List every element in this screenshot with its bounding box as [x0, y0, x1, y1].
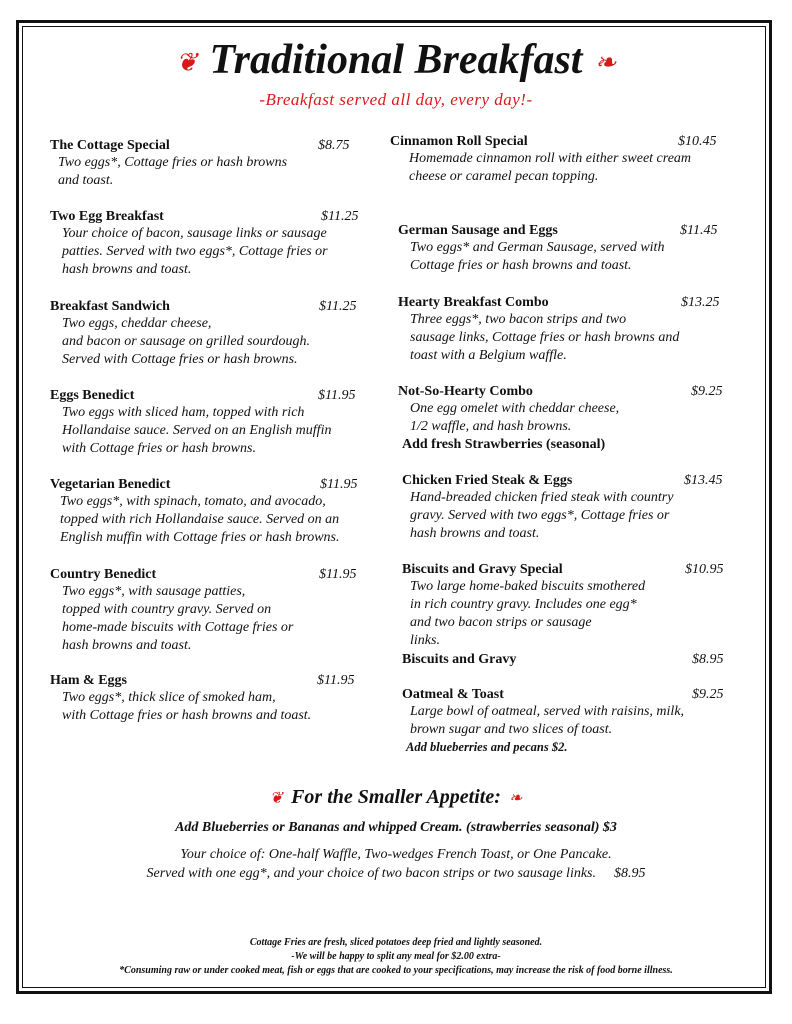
item-description: Two eggs*, with sausage patties, topped with country gravy. Served on home-made biscuits with Cottage fries or hash browns and toast.	[62, 584, 294, 653]
item-description: Hand-breaded chicken fried steak with country gravy. Served with two eggs*, Cottage fries or hash browns and toast.	[410, 490, 674, 541]
ornament-right-icon: ❧	[594, 48, 617, 78]
item-description: Large bowl of oatmeal, served with raisins, milk, brown sugar and two slices of toast.	[410, 704, 685, 737]
footer-split-meal-note: -We will be happy to split any meal for $2.00 extra-	[291, 951, 501, 962]
item-price: $9.25	[692, 687, 724, 702]
item-name: German Sausage and Eggs	[398, 223, 558, 238]
smaller-appetite-description	[0, 845, 792, 883]
item-name: Chicken Fried Steak & Eggs	[402, 473, 573, 488]
ornament-left-icon: ❦	[175, 48, 198, 78]
menu-item-country-benedict	[50, 566, 380, 655]
item-description: Two eggs*, Cottage fries or hash browns and toast.	[58, 155, 288, 188]
menu-item-biscuits-and-gravy	[402, 651, 732, 668]
ornament-left-icon: ❦	[269, 790, 284, 807]
item-description: Two eggs* and German Sausage, served with Cottage fries or hash browns and toast.	[410, 240, 665, 273]
item-price: $10.45	[678, 134, 717, 149]
item-description: One egg omelet with cheddar cheese, 1/2 waffle, and hash browns.	[410, 401, 620, 434]
item-name: Not-So-Hearty Combo	[398, 384, 533, 399]
menu-footer	[0, 936, 792, 978]
menu-item-biscuits-and-gravy-special	[402, 561, 732, 650]
item-price: $9.25	[691, 384, 723, 399]
item-name: Eggs Benedict	[50, 388, 135, 403]
menu-item-hearty-breakfast-combo	[398, 294, 728, 365]
menu-subtitle: -Breakfast served all day, every day!-	[259, 90, 533, 109]
item-price: $11.95	[317, 673, 355, 688]
item-name: Hearty Breakfast Combo	[398, 295, 549, 310]
smaller-appetite-line-2	[0, 864, 792, 883]
item-description: Two eggs with sliced ham, topped with rich Hollandaise sauce. Served on an English muffin with Cottage fries or hash browns.	[62, 405, 332, 456]
item-addon: Add fresh Strawberries (seasonal)	[402, 437, 606, 452]
item-description: Two eggs*, thick slice of smoked ham, with Cottage fries or hash browns and toast.	[62, 690, 312, 723]
smaller-appetite-addon: Add Blueberries or Bananas and whipped Cream. (strawberries seasonal) $3	[175, 820, 617, 835]
item-name: Vegetarian Benedict	[50, 477, 171, 492]
menu-item-ham-and-eggs	[50, 672, 380, 725]
item-description: Two large home-baked biscuits smothered in rich country gravy. Includes one egg* and two bacon strips or sausage links.	[410, 579, 646, 648]
menu-item-not-so-hearty-combo	[398, 383, 728, 454]
item-price: $11.25	[321, 209, 359, 224]
item-description: Homemade cinnamon roll with either sweet cream cheese or caramel pecan topping.	[409, 151, 692, 184]
ornament-right-icon: ❧	[508, 790, 523, 807]
smaller-appetite-line-2-text: Served with one egg*, and your choice of two bacon strips or two sausage links.	[146, 866, 596, 881]
item-description: Two eggs, cheddar cheese, and bacon or sausage on grilled sourdough. Served with Cottage fries or hash browns.	[62, 316, 310, 367]
menu-item-eggs-benedict	[50, 387, 380, 458]
smaller-appetite-title-text: For the Smaller Appetite:	[291, 786, 501, 808]
footer-cottage-fries-note: Cottage Fries are fresh, sliced potatoes deep fried and lightly seasoned.	[249, 937, 543, 948]
item-price: $13.25	[681, 295, 720, 310]
item-description: Your choice of bacon, sausage links or sausage patties. Served with two eggs*, Cottage fries or hash browns and toast.	[62, 226, 328, 277]
item-name: Country Benedict	[50, 567, 157, 582]
item-name: Ham & Eggs	[50, 673, 127, 688]
item-name: Breakfast Sandwich	[50, 299, 170, 314]
menu-item-breakfast-sandwich	[50, 298, 380, 369]
smaller-appetite-price: $8.95	[614, 866, 646, 881]
menu-title-text: Traditional Breakfast	[209, 37, 583, 83]
smaller-appetite-line-1: Your choice of: One-half Waffle, Two-wedges French Toast, or One Pancake.	[180, 847, 612, 862]
item-name: The Cottage Special	[50, 138, 170, 153]
item-price: $13.45	[684, 473, 723, 488]
item-name: Biscuits and Gravy	[402, 652, 517, 667]
item-price: $10.95	[685, 562, 724, 577]
item-price: $11.25	[319, 299, 357, 314]
item-description: Three eggs*, two bacon strips and two sausage links, Cottage fries or hash browns and toast with a Belgium waffle.	[410, 312, 680, 363]
menu-item-cottage-special	[50, 137, 370, 190]
menu-item-chicken-fried-steak	[402, 472, 732, 543]
footer-health-warning: *Consuming raw or under cooked meat, fish or eggs that are cooked to your specifications, may increase the risk of food borne illness.	[119, 965, 673, 976]
menu-item-vegetarian-benedict	[50, 476, 380, 547]
item-description: Two eggs*, with spinach, tomato, and avocado, topped with rich Hollandaise sauce. Served on an English muffin with Cottage fries or hash browns.	[60, 494, 340, 545]
item-name: Cinnamon Roll Special	[390, 134, 528, 149]
menu-item-german-sausage-and-eggs	[398, 222, 728, 275]
smaller-appetite-title	[0, 786, 792, 809]
item-price: $11.95	[320, 477, 358, 492]
item-price: $11.95	[319, 567, 357, 582]
item-price: $11.45	[680, 223, 718, 238]
menu-item-cinnamon-roll-special	[390, 133, 730, 186]
item-name: Oatmeal & Toast	[402, 687, 504, 702]
item-addon: Add blueberries and pecans $2.	[406, 740, 568, 754]
item-name: Biscuits and Gravy Special	[402, 562, 563, 577]
menu-item-two-egg-breakfast	[50, 208, 380, 279]
item-price: $8.75	[318, 138, 350, 153]
item-name: Two Egg Breakfast	[50, 209, 164, 224]
item-price: $8.95	[692, 652, 724, 667]
menu-title	[0, 36, 792, 84]
item-price: $11.95	[318, 388, 356, 403]
menu-item-oatmeal-and-toast	[402, 686, 732, 756]
